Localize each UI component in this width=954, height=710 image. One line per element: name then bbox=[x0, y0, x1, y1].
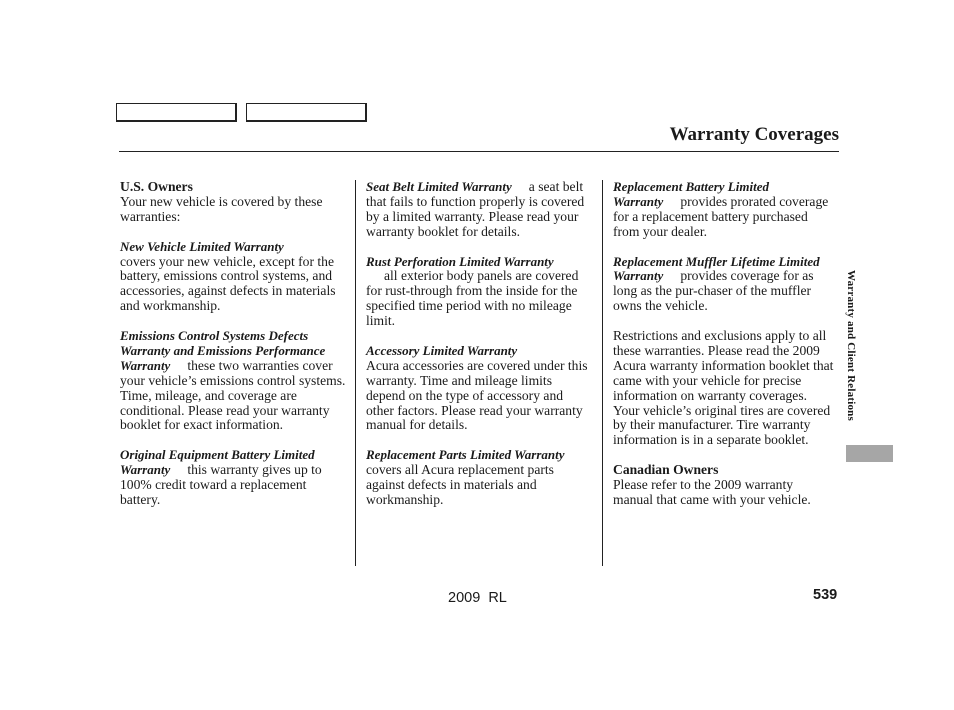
muffler-warranty-title: Replacement Muffler Lifetime Limited Warranty bbox=[613, 253, 820, 284]
muffler-warranty bbox=[613, 255, 835, 315]
us-owners-text: Your new vehicle is covered by these warranties: bbox=[120, 193, 323, 224]
replacement-battery-warranty-title: Replacement Battery Limited Warranty bbox=[613, 179, 769, 209]
column-3 bbox=[613, 180, 835, 523]
muffler-warranty-text: provides coverage for as long as the pur-chaser of the muffler owns the vehicle. bbox=[613, 268, 814, 314]
us-owners-heading: U.S. Owners bbox=[120, 179, 193, 194]
new-vehicle-warranty bbox=[120, 240, 348, 315]
restrictions-paragraph bbox=[613, 329, 835, 448]
parts-warranty-title: Replacement Parts Limited Warranty bbox=[366, 447, 565, 463]
page-number: 539 bbox=[813, 587, 838, 603]
emissions-warranty-text: these two warranties cover your vehicle’s emissions control systems. Time, mileage, and coverage are conditional. Please read your warranty booklet for exact information. bbox=[120, 357, 346, 433]
us-owners-section bbox=[120, 180, 348, 225]
new-vehicle-warranty-text: covers your new vehicle, except for the battery, emissions control systems, and accessories, against defects in materials and workmanship. bbox=[120, 253, 336, 314]
footer-model: 2009 RL bbox=[448, 590, 507, 606]
replacement-battery-warranty bbox=[613, 180, 835, 240]
section-sidebar bbox=[845, 270, 865, 440]
restrictions-text: Restrictions and exclusions apply to all these warranties. Please read the 2009 Acura warranty information booklet that came with your vehicle for precise information on warranty coverages. Your vehicle’s original tires are covered by their manufacturer. Tire warranty information is in a separate booklet. bbox=[613, 328, 834, 448]
nav-button-previous[interactable] bbox=[116, 103, 237, 122]
rust-warranty-text: all exterior body panels are covered for rust-through from the inside for the specified time period with no mileage limit. bbox=[366, 268, 579, 329]
accessory-warranty bbox=[366, 344, 594, 433]
battery-warranty-text: this warranty gives up to 100% credit toward a replacement battery. bbox=[120, 462, 322, 507]
accessory-warranty-text: Acura accessories are covered under this warranty. Time and mileage limits depend on the type of accessory and other factors. Please read your warranty manual for details. bbox=[366, 357, 588, 433]
parts-warranty-text: covers all Acura replacement parts against defects in materials and workmanship. bbox=[366, 462, 554, 507]
parts-warranty bbox=[366, 448, 594, 508]
rust-warranty-title: Rust Perforation Limited Warranty bbox=[366, 253, 554, 269]
rust-warranty bbox=[366, 255, 594, 330]
battery-warranty bbox=[120, 448, 348, 508]
canadian-owners-heading: Canadian Owners bbox=[613, 462, 719, 478]
sidebar-section-label: Warranty and Client Relations bbox=[845, 270, 857, 421]
section-tab[interactable] bbox=[846, 445, 893, 462]
header-rule bbox=[119, 151, 839, 152]
canadian-owners-section bbox=[613, 463, 835, 508]
new-vehicle-warranty-title: New Vehicle Limited Warranty bbox=[120, 238, 284, 254]
replacement-battery-warranty-text: provides prorated coverage for a replacement battery purchased from your dealer. bbox=[613, 193, 829, 239]
canadian-owners-text: Please refer to the 2009 warranty manual that came with your vehicle. bbox=[613, 477, 811, 507]
seatbelt-warranty bbox=[366, 180, 594, 240]
column-divider bbox=[602, 180, 603, 566]
nav-button-next[interactable] bbox=[246, 103, 367, 122]
seatbelt-warranty-title: Seat Belt Limited Warranty bbox=[366, 179, 512, 194]
page-title: Warranty Coverages bbox=[669, 124, 839, 145]
column-divider bbox=[355, 180, 356, 566]
seatbelt-warranty-text: a seat belt that fails to function properly is covered by a limited warranty. Please read your warranty booklet for details. bbox=[366, 179, 585, 239]
accessory-warranty-title: Accessory Limited Warranty bbox=[366, 342, 518, 358]
column-2 bbox=[366, 180, 594, 523]
column-1 bbox=[120, 180, 348, 523]
battery-warranty-title: Original Equipment Battery Limited Warranty bbox=[120, 447, 315, 478]
emissions-warranty-title: Emissions Control Systems Defects Warranty and Emissions Performance Warranty bbox=[120, 328, 326, 373]
emissions-warranty bbox=[120, 329, 348, 433]
